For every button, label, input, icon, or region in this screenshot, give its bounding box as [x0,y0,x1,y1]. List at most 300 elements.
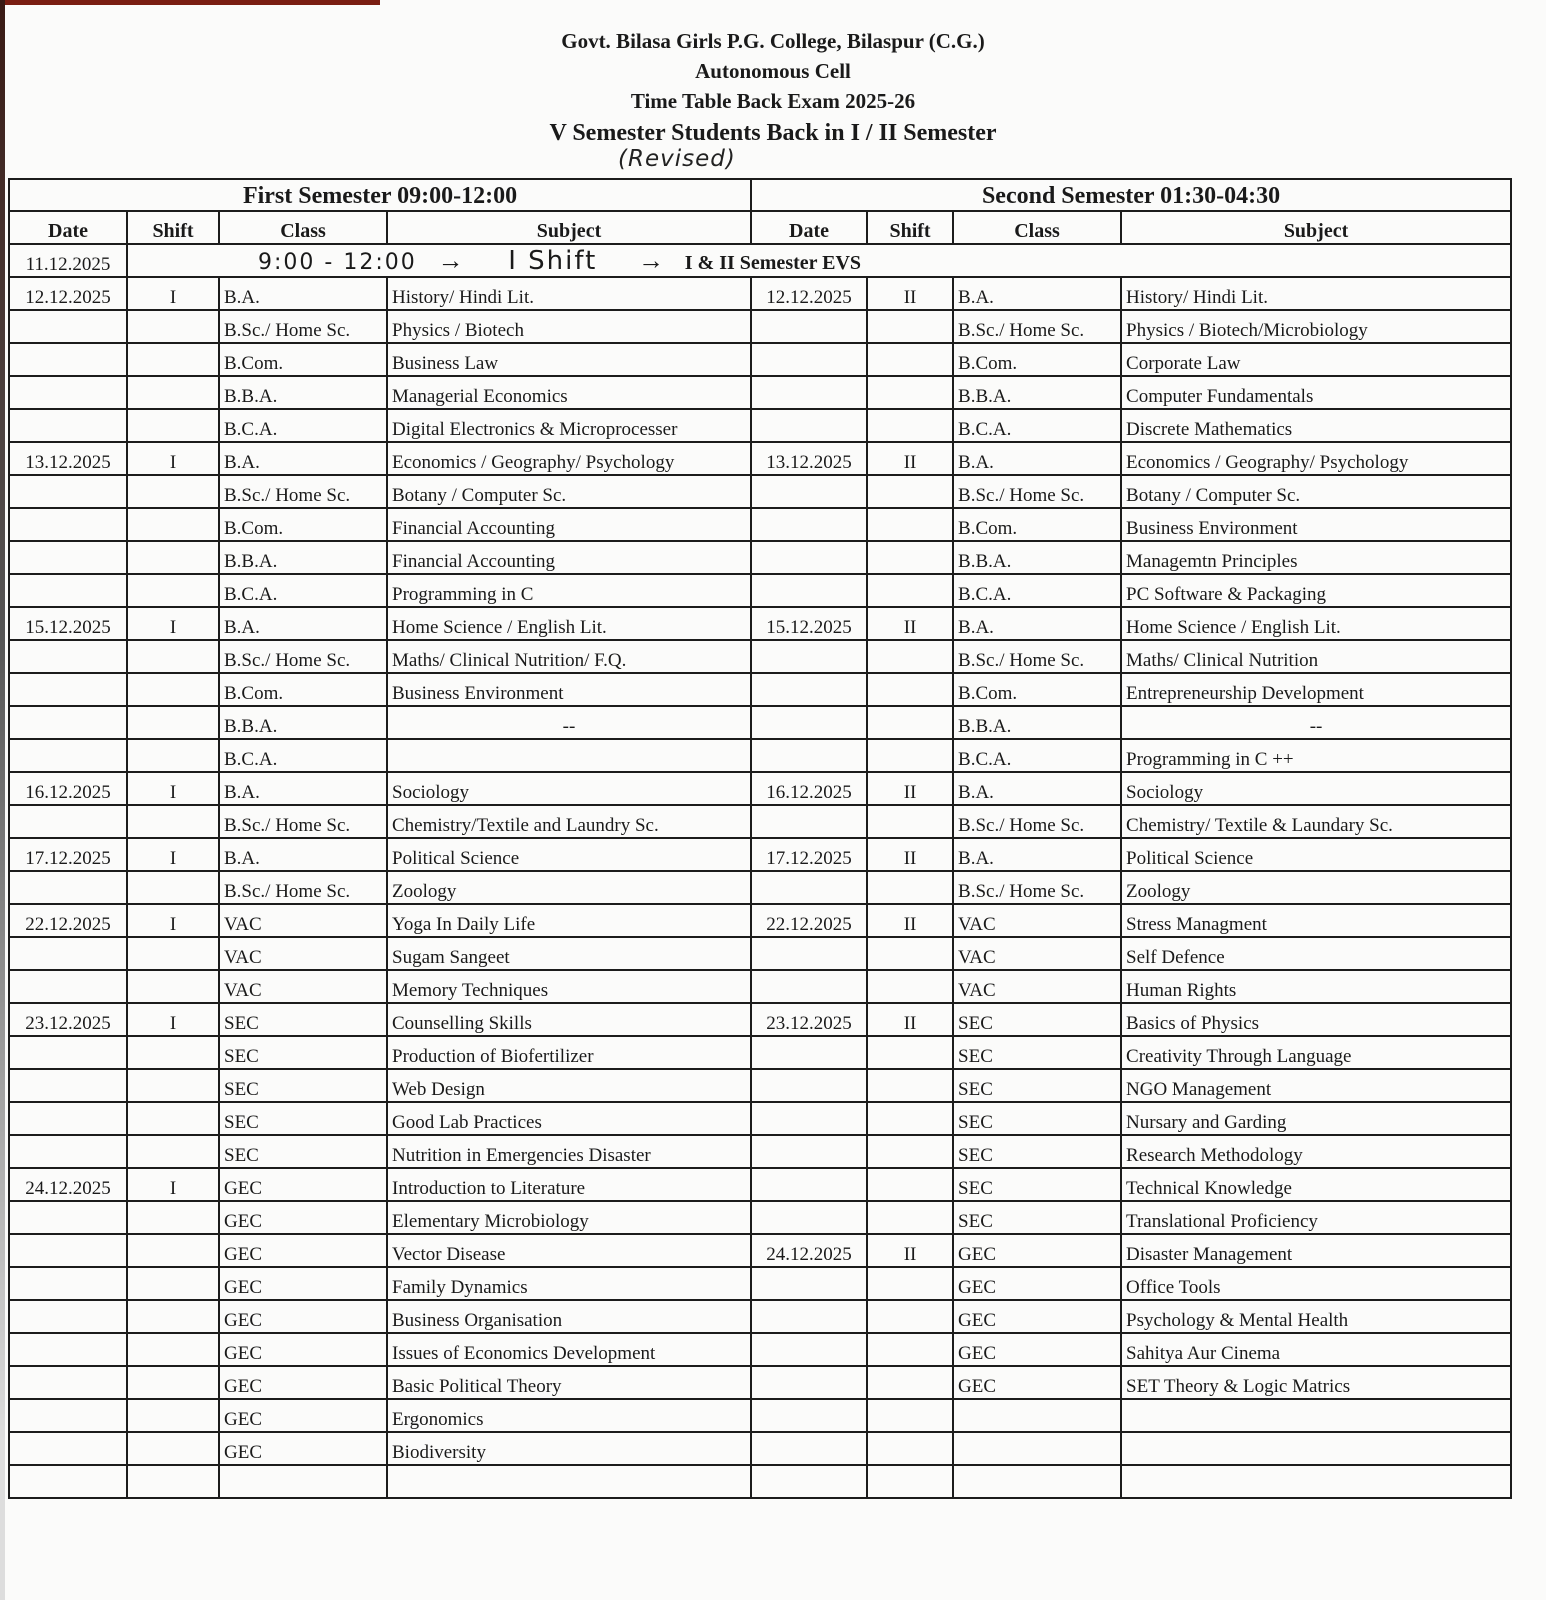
first-sem-class: VAC [219,970,387,1003]
first-sem-subject: Physics / Biotech [387,310,751,343]
first-sem-subject [387,1465,751,1498]
first-sem-subject: Zoology [387,871,751,904]
table-row [9,772,1511,805]
second-sem-date [751,574,867,607]
second-sem-subject: Psychology & Mental Health [1121,1300,1511,1333]
second-sem-shift [867,937,953,970]
table-row [9,1300,1511,1333]
table-row [9,1465,1511,1498]
first-sem-class: SEC [219,1036,387,1069]
table-row [9,1333,1511,1366]
second-sem-subject: Computer Fundamentals [1121,376,1511,409]
second-sem-subject: Managemtn Principles [1121,541,1511,574]
first-sem-shift [127,310,219,343]
first-sem-shift [127,541,219,574]
second-sem-date [751,1366,867,1399]
first-sem-subject: Business Law [387,343,751,376]
first-sem-date: 23.12.2025 [9,1003,127,1036]
table-row [9,1135,1511,1168]
second-sem-date [751,1432,867,1465]
first-sem-date [9,1432,127,1465]
revised-handwritten-note: (Revised) [618,146,736,172]
first-sem-subject: Vector Disease [387,1234,751,1267]
first-sem-class: B.B.A. [219,541,387,574]
table-row [9,1069,1511,1102]
second-sem-date [751,937,867,970]
second-sem-shift [867,343,953,376]
second-sem-shift: II [867,904,953,937]
document-title: Time Table Back Exam 2025-26 [630,89,916,113]
second-sem-subject: Office Tools [1121,1267,1511,1300]
second-sem-shift: II [867,772,953,805]
second-sem-class: B.Sc./ Home Sc. [953,475,1121,508]
first-sem-date [9,937,127,970]
first-sem-class: B.A. [219,772,387,805]
table-row [9,970,1511,1003]
first-sem-shift: I [127,772,219,805]
second-sem-date: 17.12.2025 [751,838,867,871]
first-sem-class: B.B.A. [219,706,387,739]
first-sem-subject: Home Science / English Lit. [387,607,751,640]
second-sem-shift [867,739,953,772]
first-sem-class: GEC [219,1267,387,1300]
second-sem-shift [867,805,953,838]
first-sem-class: B.A. [219,442,387,475]
second-sem-class: B.B.A. [953,376,1121,409]
first-sem-date: 22.12.2025 [9,904,127,937]
second-sem-class: B.Sc./ Home Sc. [953,310,1121,343]
second-sem-class: B.B.A. [953,541,1121,574]
first-sem-subject: -- [387,706,751,739]
first-sem-shift [127,937,219,970]
first-sem-date [9,1036,127,1069]
second-sem-shift: II [867,607,953,640]
second-sem-date [751,343,867,376]
first-sem-class: B.Sc./ Home Sc. [219,475,387,508]
second-sem-date [751,1168,867,1201]
table-row [9,1234,1511,1267]
second-sem-shift [867,475,953,508]
second-sem-date [751,409,867,442]
first-sem-shift [127,706,219,739]
evs-date: 11.12.2025 [9,244,127,277]
second-sem-shift [867,1036,953,1069]
first-sem-date [9,706,127,739]
first-sem-date [9,739,127,772]
second-sem-date [751,739,867,772]
college-name: Govt. Bilasa Girls P.G. College, Bilaspur (C.G.) [561,29,985,53]
first-sem-subject: Counselling Skills [387,1003,751,1036]
second-sem-subject: SET Theory & Logic Matrics [1121,1366,1511,1399]
first-sem-class: GEC [219,1399,387,1432]
first-sem-shift [127,970,219,1003]
second-sem-class: B.Com. [953,343,1121,376]
first-sem-class: B.Sc./ Home Sc. [219,871,387,904]
second-sem-class: GEC [953,1234,1121,1267]
second-sem-date [751,541,867,574]
first-sem-subject: Introduction to Literature [387,1168,751,1201]
table-row [9,904,1511,937]
second-sem-class: B.A. [953,277,1121,310]
first-sem-shift: I [127,442,219,475]
column-header-subject: Subject [1121,211,1511,244]
first-sem-class [219,1465,387,1498]
first-sem-date [9,574,127,607]
first-sem-shift: I [127,1168,219,1201]
column-header-date: Date [751,211,867,244]
table-row [9,706,1511,739]
second-sem-class: B.Com. [953,508,1121,541]
second-sem-shift [867,409,953,442]
first-sem-subject: Family Dynamics [387,1267,751,1300]
first-sem-class: B.Sc./ Home Sc. [219,640,387,673]
second-sem-shift [867,1135,953,1168]
table-row [9,442,1511,475]
second-sem-shift [867,871,953,904]
first-sem-shift: I [127,607,219,640]
second-sem-class: B.C.A. [953,409,1121,442]
second-sem-class: B.Com. [953,673,1121,706]
second-sem-class: B.A. [953,607,1121,640]
first-sem-shift: I [127,838,219,871]
first-sem-shift [127,1300,219,1333]
second-sem-date [751,970,867,1003]
document-subtitle: V Semester Students Back in I / II Semester [549,120,997,146]
second-sem-subject: Sahitya Aur Cinema [1121,1333,1511,1366]
column-header-subject: Subject [387,211,751,244]
second-sem-shift [867,1069,953,1102]
second-sem-date [751,508,867,541]
first-sem-subject: Biodiversity [387,1432,751,1465]
first-sem-class: B.B.A. [219,376,387,409]
second-sem-shift [867,1465,953,1498]
first-sem-class: SEC [219,1135,387,1168]
first-sem-shift [127,409,219,442]
first-sem-class: B.C.A. [219,739,387,772]
first-sem-date: 16.12.2025 [9,772,127,805]
first-sem-class: GEC [219,1366,387,1399]
second-sem-class: GEC [953,1267,1121,1300]
table-row [9,574,1511,607]
first-sem-date [9,1267,127,1300]
second-sem-shift [867,1102,953,1135]
first-sem-subject: History/ Hindi Lit. [387,277,751,310]
first-sem-date [9,310,127,343]
second-sem-date: 15.12.2025 [751,607,867,640]
second-sem-class: B.C.A. [953,574,1121,607]
second-sem-date [751,475,867,508]
first-sem-shift [127,739,219,772]
second-sem-date [751,673,867,706]
second-sem-class [953,1399,1121,1432]
table-row [9,1003,1511,1036]
second-sem-shift [867,1432,953,1465]
first-sem-subject: Managerial Economics [387,376,751,409]
first-sem-subject: Web Design [387,1069,751,1102]
table-row [9,1399,1511,1432]
second-sem-shift [867,1366,953,1399]
second-sem-subject: -- [1121,706,1511,739]
second-sem-subject: Home Science / English Lit. [1121,607,1511,640]
first-sem-date [9,1300,127,1333]
first-sem-subject: Digital Electronics & Microprocesser [387,409,751,442]
first-sem-shift [127,1069,219,1102]
table-row [9,1102,1511,1135]
table-row [9,1267,1511,1300]
first-sem-subject: Nutrition in Emergencies Disaster [387,1135,751,1168]
first-sem-subject: Economics / Geography/ Psychology [387,442,751,475]
second-sem-class: GEC [953,1300,1121,1333]
second-sem-class: B.B.A. [953,706,1121,739]
first-sem-shift [127,475,219,508]
second-sem-date [751,310,867,343]
second-sem-date: 16.12.2025 [751,772,867,805]
first-sem-shift [127,343,219,376]
second-sem-date [751,1102,867,1135]
second-sem-date [751,1036,867,1069]
column-header-shift: Shift [867,211,953,244]
second-sem-class: VAC [953,970,1121,1003]
second-sem-subject: Creativity Through Language [1121,1036,1511,1069]
first-sem-date [9,805,127,838]
first-sem-subject: Political Science [387,838,751,871]
second-sem-date [751,1333,867,1366]
column-header-row [9,211,1511,244]
second-sem-shift [867,376,953,409]
second-sem-date: 24.12.2025 [751,1234,867,1267]
second-sem-subject: Botany / Computer Sc. [1121,475,1511,508]
first-sem-class: VAC [219,904,387,937]
first-sem-date [9,871,127,904]
first-sem-class: GEC [219,1201,387,1234]
second-sem-shift [867,673,953,706]
evs-note: I & II Semester EVS [684,252,862,274]
first-sem-date [9,970,127,1003]
first-sem-date [9,673,127,706]
second-sem-subject: Self Defence [1121,937,1511,970]
second-sem-subject: Economics / Geography/ Psychology [1121,442,1511,475]
first-sem-subject: Financial Accounting [387,508,751,541]
table-row [9,376,1511,409]
second-sem-shift: II [867,277,953,310]
second-sem-class: B.C.A. [953,739,1121,772]
second-sem-class: SEC [953,1036,1121,1069]
second-sem-class [953,1432,1121,1465]
first-sem-shift [127,1135,219,1168]
second-sem-shift [867,640,953,673]
first-sem-class: B.C.A. [219,574,387,607]
first-sem-class: B.A. [219,277,387,310]
table-row [9,937,1511,970]
second-sem-date: 22.12.2025 [751,904,867,937]
first-sem-shift [127,673,219,706]
second-sem-date [751,1267,867,1300]
second-sem-date [751,1399,867,1432]
second-sem-subject: Human Rights [1121,970,1511,1003]
first-sem-date [9,1069,127,1102]
first-sem-class: B.Com. [219,508,387,541]
second-sem-date [751,1135,867,1168]
second-sem-date [751,1465,867,1498]
first-sem-date [9,409,127,442]
second-sem-subject: Corporate Law [1121,343,1511,376]
table-row [9,673,1511,706]
first-sem-class: VAC [219,937,387,970]
first-sem-class: B.Sc./ Home Sc. [219,310,387,343]
second-sem-subject: Zoology [1121,871,1511,904]
first-sem-class: B.C.A. [219,409,387,442]
first-sem-date: 17.12.2025 [9,838,127,871]
table-row [9,277,1511,310]
second-sem-subject: Business Environment [1121,508,1511,541]
second-sem-subject: Discrete Mathematics [1121,409,1511,442]
first-sem-class: SEC [219,1069,387,1102]
table-row [9,1432,1511,1465]
arrow-right-icon: → [437,246,464,275]
semester-header-row [9,179,1511,211]
second-sem-class: SEC [953,1003,1121,1036]
second-sem-subject [1121,1432,1511,1465]
second-sem-shift [867,508,953,541]
second-sem-subject: Physics / Biotech/Microbiology [1121,310,1511,343]
table-row [9,541,1511,574]
first-sem-subject: Issues of Economics Development [387,1333,751,1366]
first-sem-shift [127,376,219,409]
first-sem-date: 24.12.2025 [9,1168,127,1201]
table-row [9,1366,1511,1399]
first-sem-class: GEC [219,1432,387,1465]
first-sem-date: 12.12.2025 [9,277,127,310]
second-sem-shift: II [867,838,953,871]
first-sem-shift: I [127,904,219,937]
table-row [9,475,1511,508]
document-header [0,26,1546,150]
first-sem-subject: Chemistry/Textile and Laundry Sc. [387,805,751,838]
first-sem-subject: Memory Techniques [387,970,751,1003]
second-sem-subject: Stress Managment [1121,904,1511,937]
first-sem-subject: Sugam Sangeet [387,937,751,970]
first-sem-class: B.Sc./ Home Sc. [219,805,387,838]
second-sem-subject: Sociology [1121,772,1511,805]
first-sem-date [9,541,127,574]
table-row [9,343,1511,376]
photo-edge-top [0,0,380,5]
second-sem-shift [867,970,953,1003]
second-semester-title: Second Semester 01:30-04:30 [751,179,1511,211]
second-sem-subject: Maths/ Clinical Nutrition [1121,640,1511,673]
second-sem-class: GEC [953,1333,1121,1366]
first-sem-shift [127,805,219,838]
second-sem-shift [867,1267,953,1300]
table-row [9,409,1511,442]
first-sem-date: 13.12.2025 [9,442,127,475]
second-sem-subject: Disaster Management [1121,1234,1511,1267]
table-row [9,508,1511,541]
table-row [9,805,1511,838]
second-sem-shift: II [867,1234,953,1267]
first-sem-class: GEC [219,1168,387,1201]
table-row [9,607,1511,640]
first-sem-class: B.Com. [219,673,387,706]
second-sem-subject: Research Methodology [1121,1135,1511,1168]
first-sem-subject: Botany / Computer Sc. [387,475,751,508]
first-sem-subject: Production of Biofertilizer [387,1036,751,1069]
column-header-class: Class [953,211,1121,244]
second-sem-subject [1121,1399,1511,1432]
second-sem-shift [867,1168,953,1201]
first-sem-date [9,1201,127,1234]
evs-note-cell [127,244,1511,277]
second-sem-subject: NGO Management [1121,1069,1511,1102]
second-sem-subject: PC Software & Packaging [1121,574,1511,607]
table-row [9,838,1511,871]
second-sem-shift [867,706,953,739]
first-sem-subject: Good Lab Practices [387,1102,751,1135]
first-sem-shift [127,871,219,904]
second-sem-shift [867,1399,953,1432]
first-sem-class: SEC [219,1102,387,1135]
first-sem-shift: I [127,1003,219,1036]
first-sem-shift [127,1399,219,1432]
second-sem-date: 13.12.2025 [751,442,867,475]
first-sem-subject: Business Environment [387,673,751,706]
first-sem-shift [127,1201,219,1234]
second-sem-class: SEC [953,1201,1121,1234]
first-sem-date [9,1135,127,1168]
second-sem-shift: II [867,442,953,475]
first-sem-shift [127,1036,219,1069]
second-sem-class: B.Sc./ Home Sc. [953,805,1121,838]
second-sem-shift [867,541,953,574]
second-sem-class: B.Sc./ Home Sc. [953,640,1121,673]
first-sem-class: SEC [219,1003,387,1036]
second-sem-date [751,1201,867,1234]
second-sem-date: 23.12.2025 [751,1003,867,1036]
table-row [9,1201,1511,1234]
first-sem-class: B.A. [219,607,387,640]
second-sem-subject: Political Science [1121,838,1511,871]
first-sem-shift [127,1465,219,1498]
first-sem-date [9,1366,127,1399]
first-sem-subject: Maths/ Clinical Nutrition/ F.Q. [387,640,751,673]
second-sem-subject: Entrepreneurship Development [1121,673,1511,706]
second-sem-class: VAC [953,904,1121,937]
second-sem-shift [867,1201,953,1234]
first-sem-shift [127,1333,219,1366]
second-sem-subject: Translational Proficiency [1121,1201,1511,1234]
first-semester-title: First Semester 09:00-12:00 [9,179,751,211]
second-sem-date [751,376,867,409]
first-sem-class: B.A. [219,838,387,871]
table-row [9,1168,1511,1201]
table-row [9,1036,1511,1069]
first-sem-subject: Basic Political Theory [387,1366,751,1399]
first-sem-subject: Programming in C [387,574,751,607]
first-sem-date: 15.12.2025 [9,607,127,640]
first-sem-shift [127,508,219,541]
second-sem-subject: Basics of Physics [1121,1003,1511,1036]
first-sem-date [9,376,127,409]
second-sem-date [751,640,867,673]
table-row [9,310,1511,343]
first-sem-subject: Business Organisation [387,1300,751,1333]
second-sem-class: SEC [953,1135,1121,1168]
second-sem-class: B.A. [953,442,1121,475]
column-header-class: Class [219,211,387,244]
second-sem-date [751,1300,867,1333]
first-sem-shift [127,1366,219,1399]
first-sem-shift [127,1432,219,1465]
